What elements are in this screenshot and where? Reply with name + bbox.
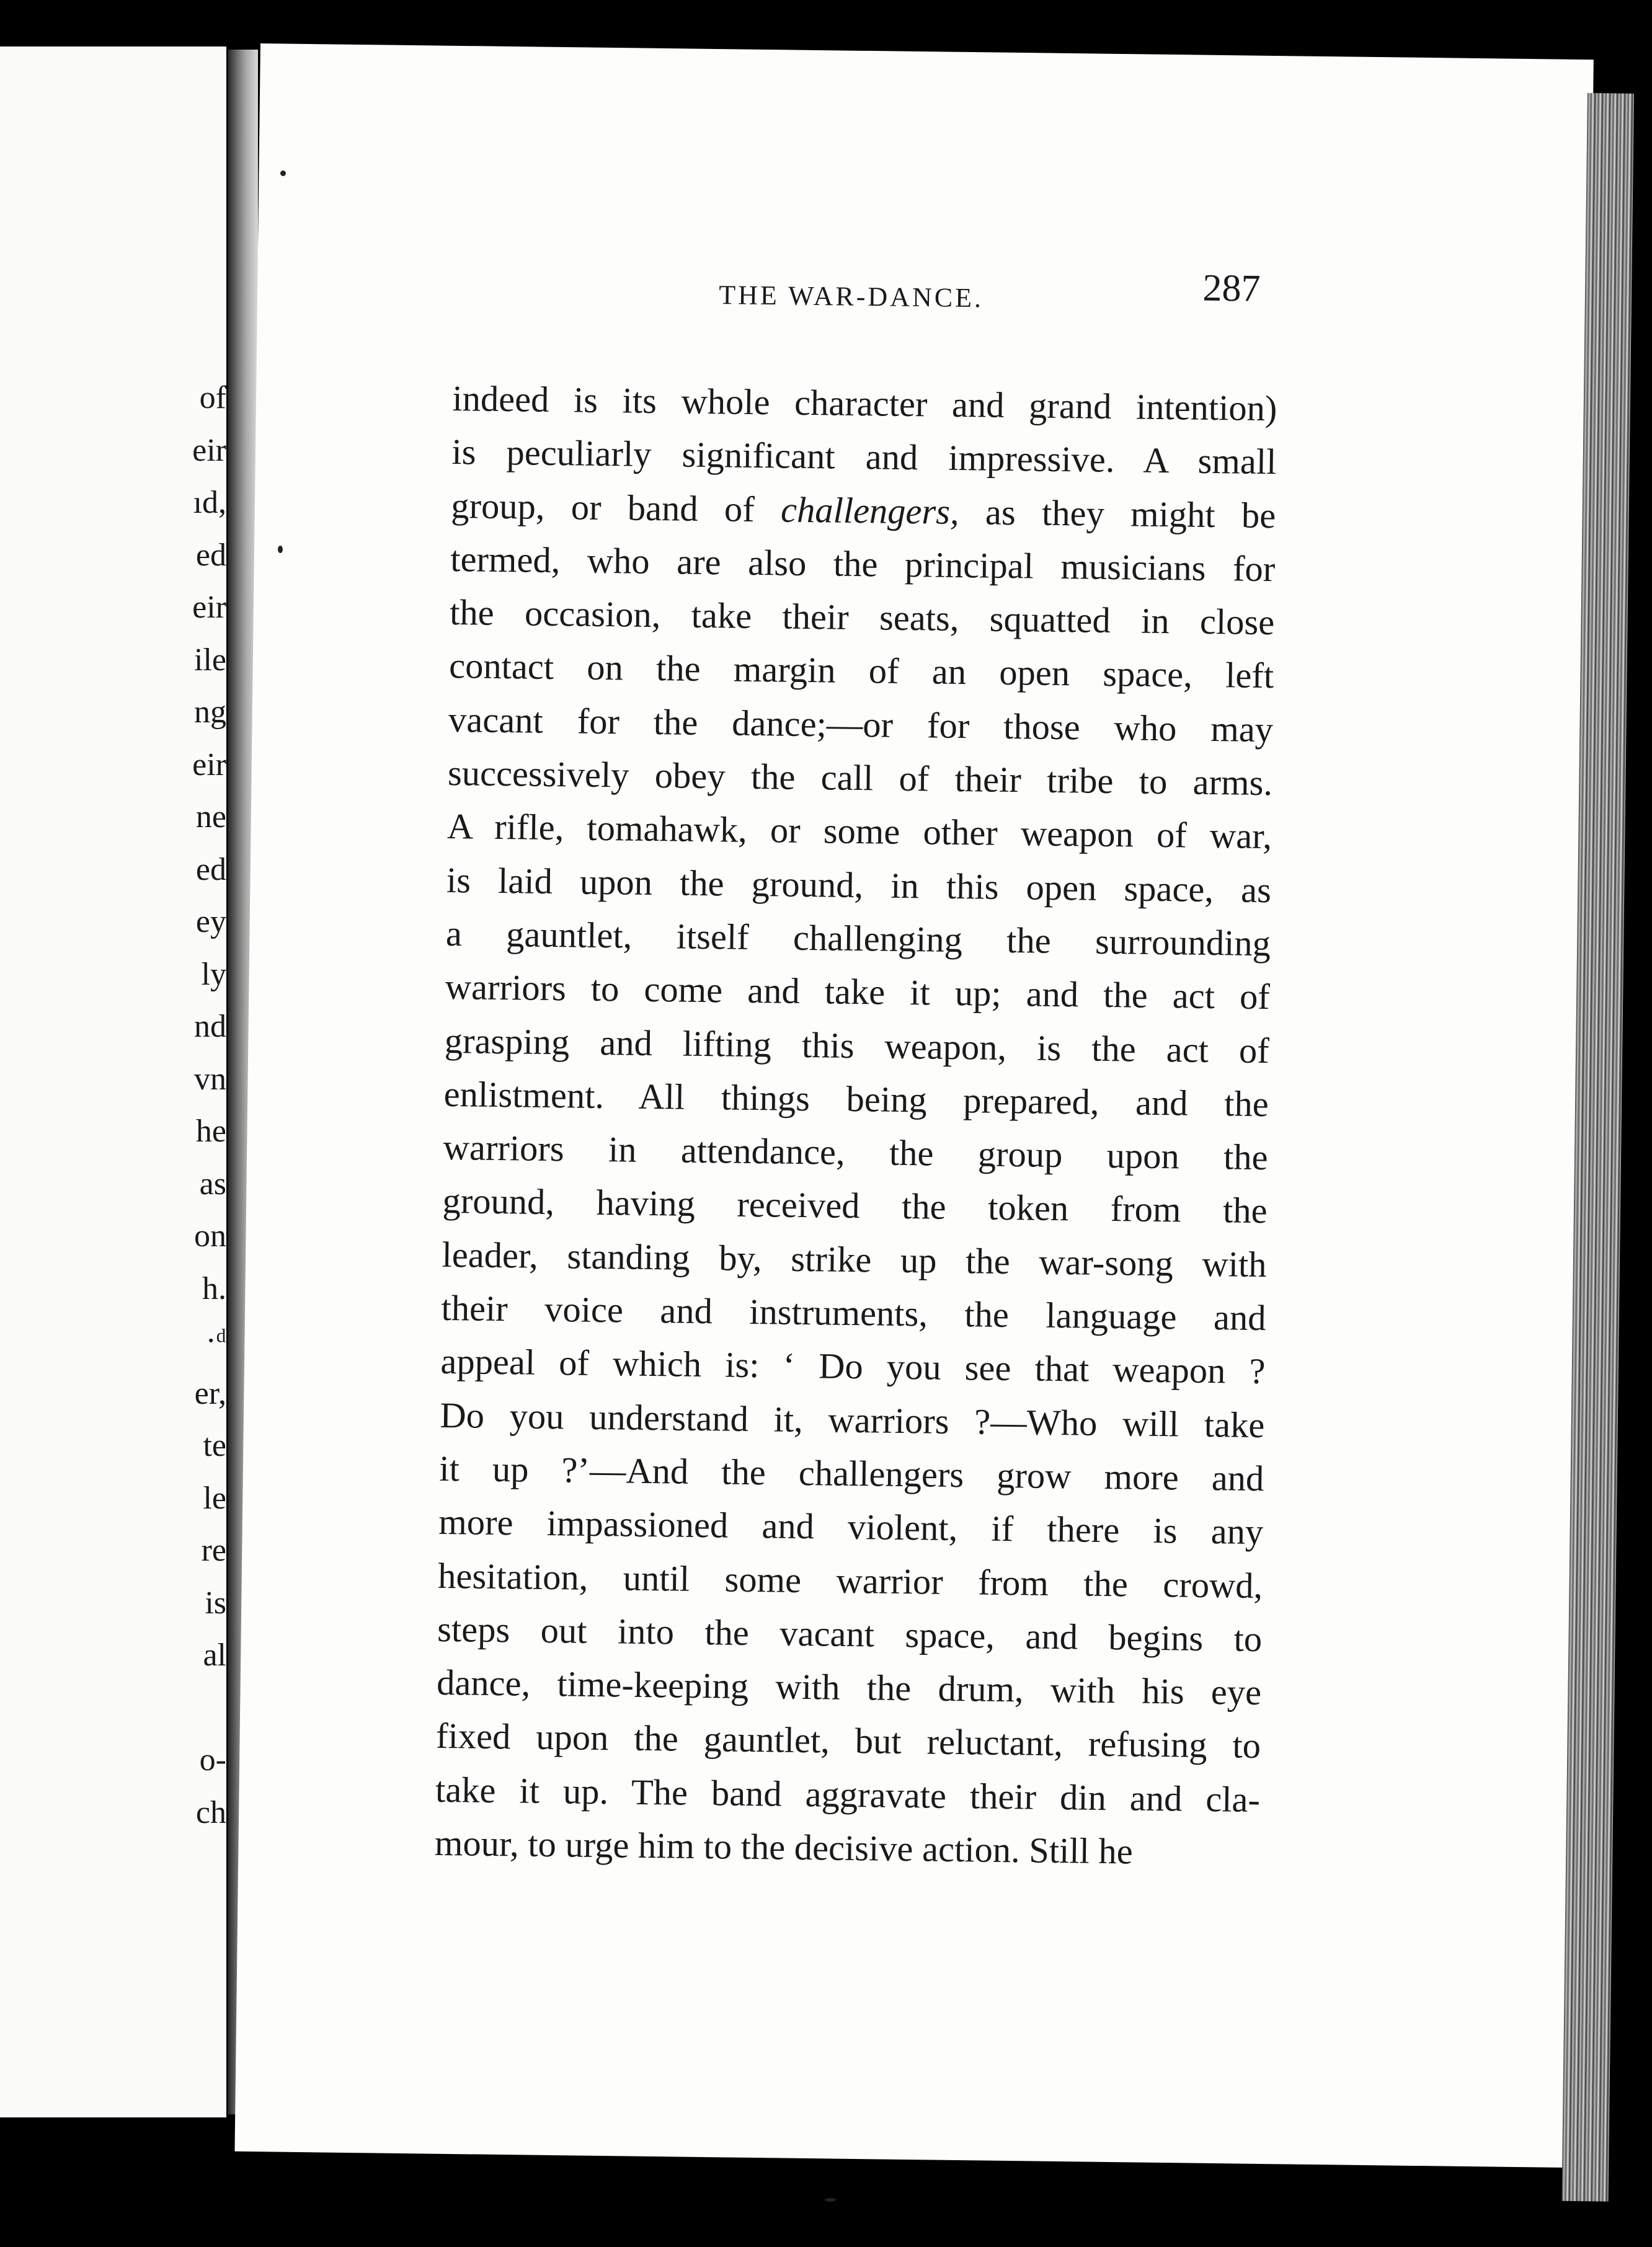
text-line: more impassioned and violent, if there is any [438,1502,1264,1553]
text-line: appeal of which is: ‘ Do you see that weapon ? [440,1341,1266,1392]
body-text [434,372,1277,1880]
facing-line: er, [194,1375,226,1411]
text-line: warriors to come and take it up; and the act of [445,967,1271,1017]
facing-line: te [203,1428,226,1463]
text-line: their voice and instruments, the language and [441,1287,1266,1339]
text-line: successively obey the call of their tribe to arms. [447,753,1273,804]
text-line: A rifle, tomahawk, or some other weapon of war, [446,806,1272,857]
facing-line: he [195,1114,226,1149]
text-line: it up ?’—And the challengers grow more and [438,1448,1264,1499]
italic-word: challengers, [780,489,960,532]
text-line: dance, time-keeping with the drum, with his eye [436,1662,1262,1713]
facing-line: le [203,1480,226,1516]
text-line: mour, to urge him to the decisive action. Still he [434,1822,1134,1872]
facing-page [0,47,226,2117]
facing-line: ed [195,537,226,573]
facing-line: al [203,1638,226,1673]
facing-line: ne [195,799,226,835]
facing-line: vn [194,1061,226,1097]
text-line: warriors in attendance, the group upon the [443,1127,1269,1178]
text-line: steps out into the vacant space, and begins to [437,1608,1263,1659]
text-line: vacant for the dance;—or for those who may [448,699,1274,750]
scan-speck [825,2198,836,2202]
facing-line: ng [194,694,226,730]
scan-speck [278,546,283,553]
text-line: hesitation, until some warrior from the crowd, [437,1555,1263,1606]
running-title: THE WAR-DANCE. [719,279,984,314]
text-line: indeed is its whole character and grand intention) [452,378,1277,429]
page-number: 287 [1202,267,1261,310]
facing-line: ıd, [193,485,226,520]
text-line: termed, who are also the principal musicians for [450,538,1276,590]
facing-line: eir [192,432,226,468]
facing-page-text [0,372,226,1839]
text-line: take it up. The band aggravate their din and cla- [435,1769,1261,1820]
facing-line: as [199,1166,226,1202]
text-line: grasping and lifting this weapon, is the act of [444,1020,1270,1071]
facing-line: ly [201,956,226,992]
scan-speck [280,171,286,176]
text-line: fixed upon the gauntlet, but reluctant, refusing to [435,1716,1261,1766]
text-line: contact on the margin of an open space, left [448,645,1274,696]
facing-line: eir [192,590,226,625]
facing-line: of [199,380,226,415]
facing-line: is [205,1585,226,1621]
text-line: Do you understand it, warriors ?—Who will take [440,1394,1265,1445]
facing-line: ch [195,1794,226,1830]
text-run: group, or band of [450,485,781,530]
facing-line: nd [194,1009,226,1044]
facing-line: o- [199,1742,226,1778]
facing-line: ed [195,851,226,887]
text-line: ground, having received the token from the [442,1181,1268,1231]
text-line: leader, standing by, strike up the war-song with [442,1234,1267,1285]
facing-line: ile [194,642,226,678]
facing-line: ·ᵈ [205,1323,226,1358]
text-line [451,479,1276,543]
text-line: the occasion, take their seats, squatted in close [449,592,1275,643]
text-line: is laid upon the ground, in this open space, as [446,859,1272,910]
facing-line: eir [192,747,226,782]
text-line: is peculiarly significant and impressive. A small [451,432,1277,482]
text-line: a gauntlet, itself challenging the surrounding [445,913,1271,964]
running-head [719,260,1277,323]
facing-line: ey [195,904,226,939]
facing-line: re [201,1533,226,1568]
facing-line [0,1682,226,1735]
facing-line: on [194,1218,226,1254]
text-line: enlistment. All things being prepared, and the [443,1073,1269,1125]
facing-line: h. [202,1270,226,1306]
text-run: as they might be [959,491,1276,536]
